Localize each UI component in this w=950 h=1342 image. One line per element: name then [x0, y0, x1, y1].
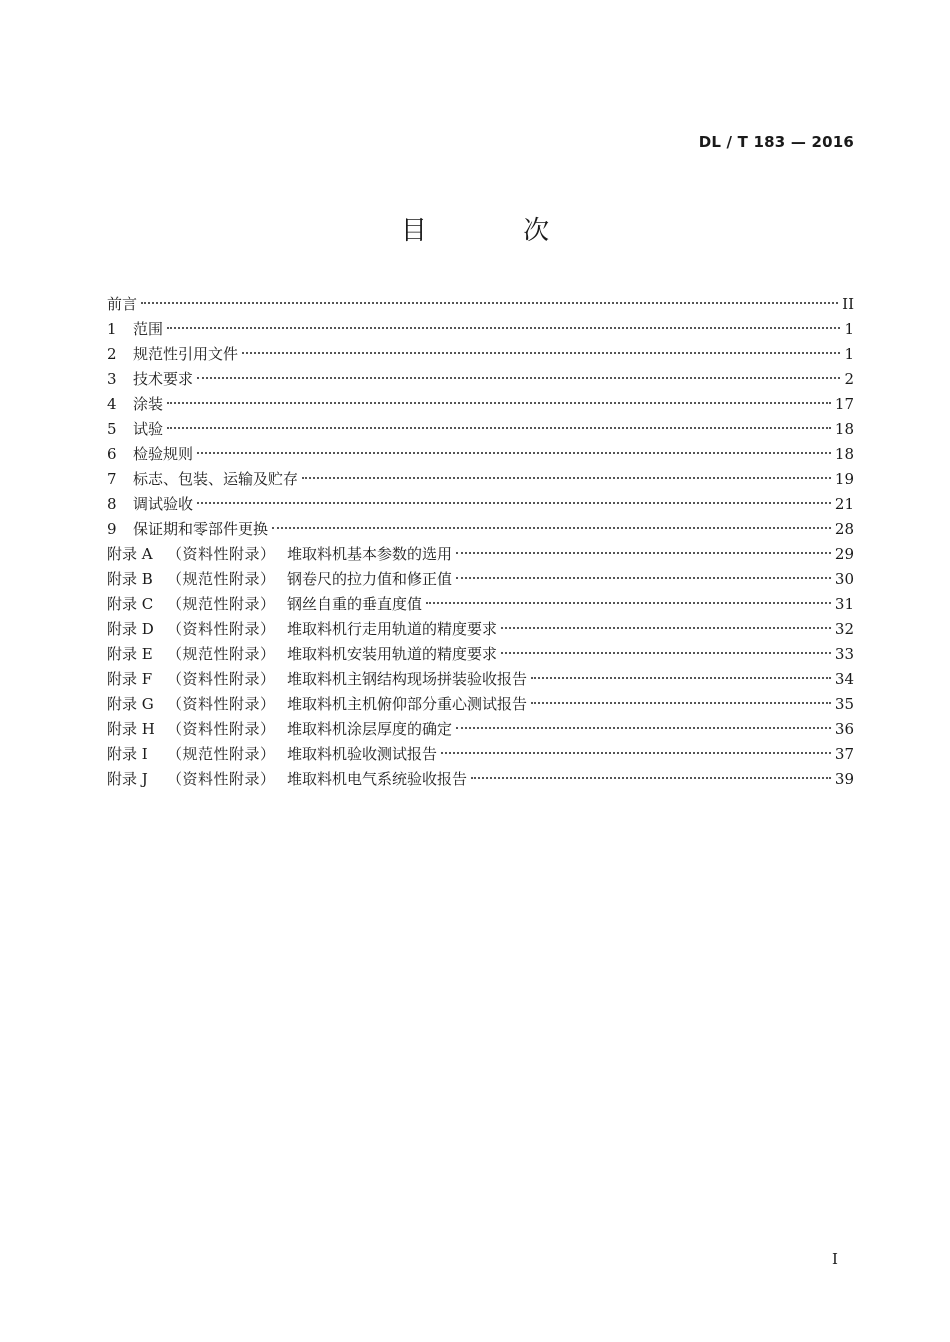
dot-leader	[197, 501, 831, 504]
toc-page-number: 30	[834, 570, 854, 588]
dot-leader	[197, 376, 840, 379]
document-code: DL / T 183 — 2016	[698, 133, 854, 151]
annex-label: 堆取料机验收测试报告	[287, 745, 438, 763]
annex-type: （资料性附录）	[167, 620, 276, 638]
toc-entry-label: 范围	[133, 320, 164, 338]
annex-label: 堆取料机主机俯仰部分重心测试报告	[287, 695, 528, 713]
annex-label: 堆取料机电气系统验收报告	[287, 770, 468, 788]
annex-type: （规范性附录）	[167, 745, 276, 763]
annex-type: （资料性附录）	[167, 695, 276, 713]
annex-entry[interactable]	[107, 742, 854, 767]
toc-entry[interactable]	[107, 342, 854, 367]
annex-label: 堆取料机安装用轨道的精度要求	[287, 645, 498, 663]
dot-leader	[471, 776, 831, 779]
toc-entry-number: 2	[107, 345, 117, 363]
toc-entry-number: 7	[107, 470, 117, 488]
toc-entry-label: 技术要求	[133, 370, 194, 388]
dot-leader	[441, 751, 831, 754]
toc-entry-label: 调试验收	[133, 495, 194, 513]
toc-entry[interactable]	[107, 517, 854, 542]
toc-page-number: 18	[834, 445, 854, 463]
toc-entry-label: 保证期和零部件更换	[133, 520, 269, 538]
annex-label: 堆取料机主钢结构现场拼装验收报告	[287, 670, 528, 688]
annex-entry[interactable]	[107, 567, 854, 592]
page-number: I	[832, 1250, 838, 1268]
toc-page-number: 17	[834, 395, 854, 413]
toc-page-number: 19	[834, 470, 854, 488]
annex-label: 钢丝自重的垂直度值	[287, 595, 423, 613]
toc-entry-number: 1	[107, 320, 117, 338]
dot-leader	[501, 651, 831, 654]
toc-entry[interactable]	[107, 467, 854, 492]
dot-leader	[531, 701, 831, 704]
toc-page-number: 1	[844, 345, 854, 363]
toc-page-number: 32	[834, 620, 854, 638]
toc-entry-number: 5	[107, 420, 117, 438]
toc-entry[interactable]	[107, 492, 854, 517]
toc-entry[interactable]	[107, 367, 854, 392]
toc-entry-number: 4	[107, 395, 117, 413]
toc-page-number: 39	[834, 770, 854, 788]
toc-page-number: 35	[834, 695, 854, 713]
annex-label: 堆取料机行走用轨道的精度要求	[287, 620, 498, 638]
annex-entry[interactable]	[107, 542, 854, 567]
toc-entry[interactable]	[107, 442, 854, 467]
toc-page-number: 21	[834, 495, 854, 513]
dot-leader	[456, 576, 831, 579]
toc-entry-label: 试验	[133, 420, 164, 438]
annex-entry[interactable]	[107, 692, 854, 717]
toc-page-number: 18	[834, 420, 854, 438]
dot-leader	[531, 676, 831, 679]
toc-page-number: 29	[834, 545, 854, 563]
table-of-contents	[107, 292, 854, 792]
toc-entry-label: 前言	[107, 295, 138, 313]
dot-leader	[141, 301, 838, 304]
dot-leader	[456, 726, 831, 729]
toc-page-number: 36	[834, 720, 854, 738]
dot-leader	[272, 526, 831, 529]
toc-page-number: 1	[844, 320, 854, 338]
dot-leader	[167, 401, 831, 404]
toc-page-number: 28	[834, 520, 854, 538]
dot-leader	[501, 626, 831, 629]
toc-entry-label: 标志、包装、运输及贮存	[133, 470, 299, 488]
annex-entry[interactable]	[107, 617, 854, 642]
toc-entry[interactable]	[107, 317, 854, 342]
toc-entry-label: 涂装	[133, 395, 164, 413]
annex-type: （规范性附录）	[167, 595, 276, 613]
toc-page-number: II	[842, 295, 854, 313]
toc-page-number: 37	[834, 745, 854, 763]
toc-entry-label: 规范性引用文件	[133, 345, 239, 363]
annex-prefix: 附录 H	[107, 720, 155, 738]
annex-label: 钢卷尺的拉力值和修正值	[287, 570, 453, 588]
annex-type: （资料性附录）	[167, 545, 276, 563]
annex-prefix: 附录 D	[107, 620, 154, 638]
annex-label: 堆取料机涂层厚度的确定	[287, 720, 453, 738]
annex-prefix: 附录 E	[107, 645, 153, 663]
toc-entry-number: 8	[107, 495, 117, 513]
annex-label: 堆取料机基本参数的选用	[287, 545, 453, 563]
annex-type: （规范性附录）	[167, 645, 276, 663]
toc-page-number: 33	[834, 645, 854, 663]
toc-entry-number: 9	[107, 520, 117, 538]
toc-entry[interactable]	[107, 392, 854, 417]
annex-entry[interactable]	[107, 767, 854, 792]
annex-entry[interactable]	[107, 592, 854, 617]
annex-type: （资料性附录）	[167, 720, 276, 738]
annex-prefix: 附录 F	[107, 670, 153, 688]
dot-leader	[167, 326, 840, 329]
toc-entry-number: 6	[107, 445, 117, 463]
toc-entry[interactable]	[107, 417, 854, 442]
dot-leader	[242, 351, 840, 354]
dot-leader	[197, 451, 831, 454]
annex-entry[interactable]	[107, 717, 854, 742]
annex-prefix: 附录 A	[107, 545, 153, 563]
toc-entry-number: 3	[107, 370, 117, 388]
annex-type: （资料性附录）	[167, 670, 276, 688]
toc-page-number: 31	[834, 595, 854, 613]
toc-page-number: 34	[834, 670, 854, 688]
annex-type: （规范性附录）	[167, 570, 276, 588]
dot-leader	[456, 551, 831, 554]
annex-prefix: 附录 C	[107, 595, 154, 613]
dot-leader	[426, 601, 831, 604]
dot-leader	[302, 476, 831, 479]
toc-page-number: 2	[844, 370, 854, 388]
dot-leader	[167, 426, 831, 429]
annex-prefix: 附录 I	[107, 745, 148, 763]
annex-prefix: 附录 B	[107, 570, 153, 588]
annex-entry[interactable]	[107, 667, 854, 692]
toc-title: 目 次	[400, 216, 594, 246]
annex-type: （资料性附录）	[167, 770, 276, 788]
toc-entry[interactable]	[107, 292, 854, 317]
annex-prefix: 附录 G	[107, 695, 154, 713]
annex-prefix: 附录 J	[107, 770, 148, 788]
toc-entry-label: 检验规则	[133, 445, 194, 463]
annex-entry[interactable]	[107, 642, 854, 667]
